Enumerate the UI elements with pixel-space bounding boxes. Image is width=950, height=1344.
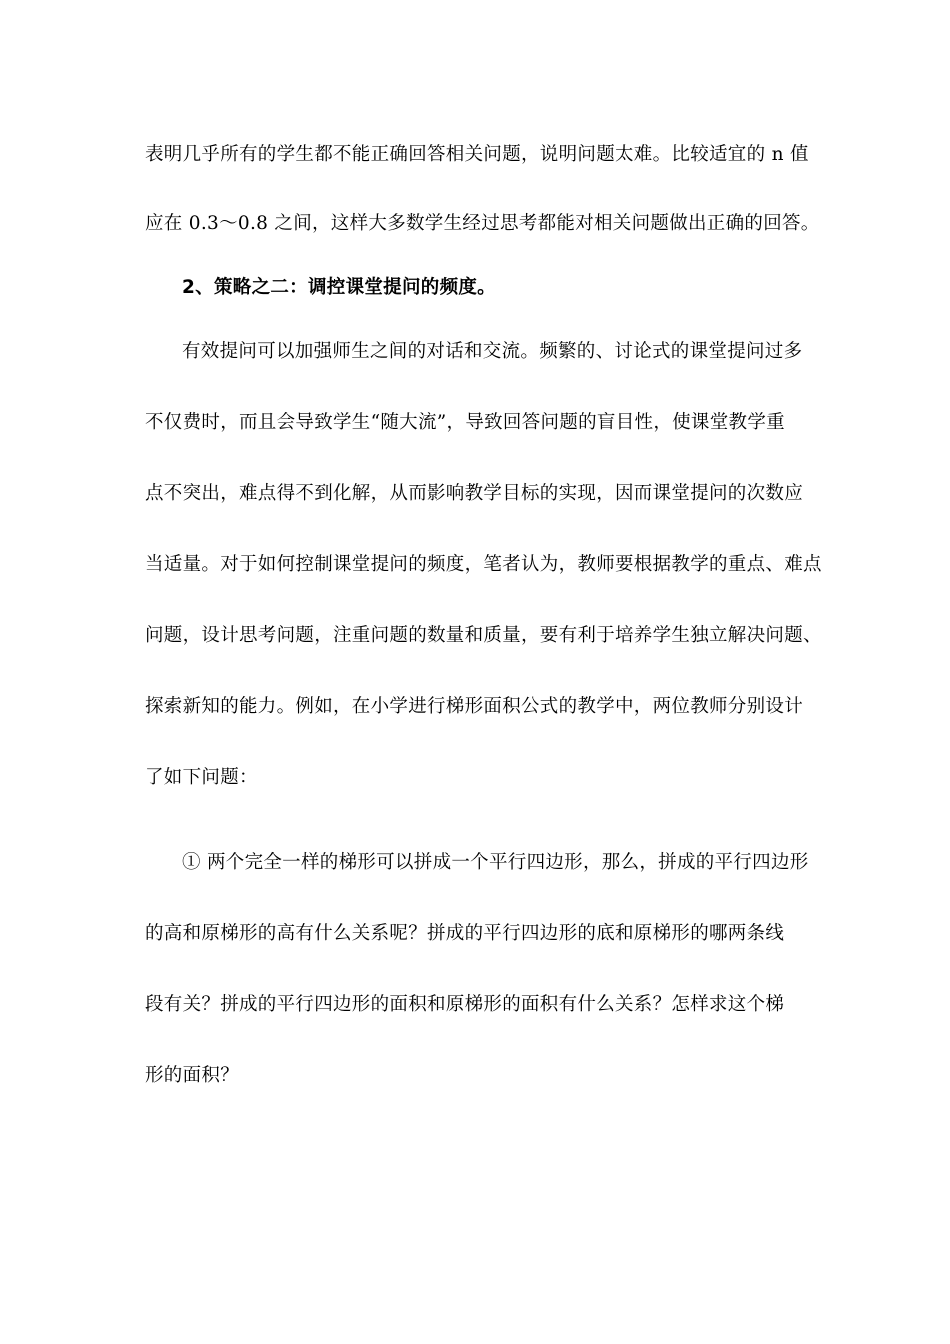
- paragraph-line: 有效提问可以加强师生之间的对话和交流。频繁的、讨论式的课堂提问过多: [182, 341, 803, 362]
- paragraph-line: 应在 0.3～0.8 之间，这样大多数学生经过思考都能对相关问题做出正确的回答。: [145, 213, 820, 234]
- paragraph-line: 不仅费时，而且会导致学生“随大流”，导致回答问题的盲目性，使课堂教学重: [145, 412, 785, 433]
- paragraph-line: 当适量。对于如何控制课堂提问的频度，笔者认为，教师要根据教学的重点、难点: [145, 554, 822, 575]
- paragraph-line: 点不突出，难点得不到化解，从而影响教学目标的实现，因而课堂提问的次数应: [145, 483, 804, 504]
- paragraph-line: 探索新知的能力。例如，在小学进行梯形面积公式的教学中，两位教师分别设计: [145, 696, 804, 717]
- question-line: 的高和原梯形的高有什么关系呢？拼成的平行四边形的底和原梯形的哪两条线: [145, 923, 785, 944]
- question-line: 形的面积？: [145, 1065, 240, 1086]
- question-line: 段有关？拼成的平行四边形的面积和原梯形的面积有什么关系？怎样求这个梯: [145, 994, 785, 1015]
- question-line: ① 两个完全一样的梯形可以拼成一个平行四边形，那么，拼成的平行四边形: [182, 852, 809, 873]
- section-heading: 2、策略之二：调控课堂提问的频度。: [182, 277, 496, 298]
- paragraph-line: 了如下问题：: [145, 767, 258, 788]
- paragraph-line: 问题，设计思考问题，注重问题的数量和质量，要有利于培养学生独立解决问题、: [145, 625, 822, 646]
- paragraph-line: 表明几乎所有的学生都不能正确回答相关问题，说明问题太难。比较适宜的 n 值: [145, 144, 809, 165]
